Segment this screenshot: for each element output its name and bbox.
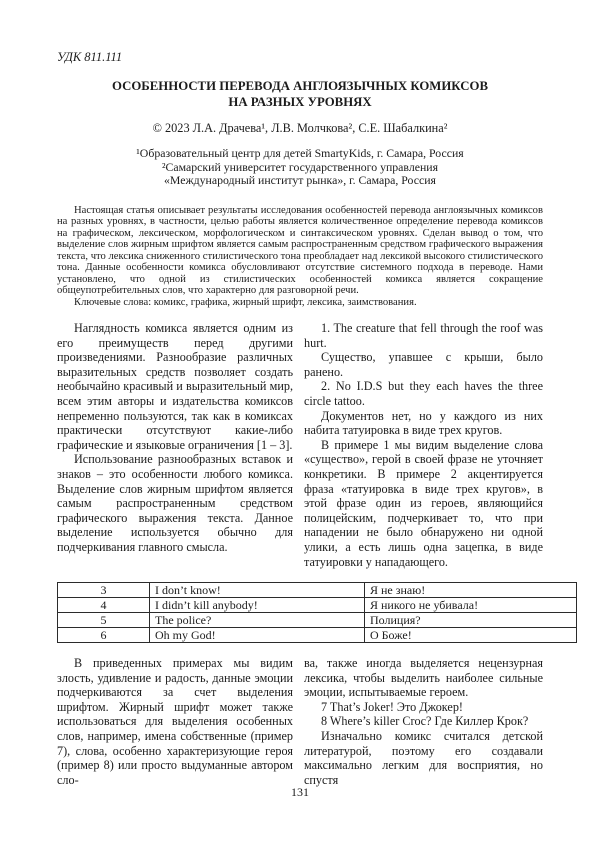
english-phrase-cell: The police? bbox=[150, 613, 365, 628]
example-7-line: 7 That’s Joker! Это Джокер! bbox=[321, 699, 463, 714]
paragraph-continuation: ва, также иногда выделяется нецензурная лексика, чтобы выделить наиболее сильные эмоции, испытываемые героем. bbox=[304, 656, 543, 700]
example-number-cell: 4 bbox=[58, 598, 150, 613]
abstract-text: Настоящая статья описывает результаты исследования особенностей перевода англоязычных комиксов на разных уровнях, в частности, целью работы является количественное определение перевода комиксов на графическом, лексическом, морфологическом и синтаксическом уровнях. Сделан вывод о том, что выделение слов жирным шрифтом является самым распространенным средством графического выражения текста, что лексика сниженного стилистического тона преобладает над лексикой высокого стилистического тона. Данные особенности комикса обусловливают отсутствие системного подхода в переводе. Нами установлено, что одной из стилистических особенностей комикса является сокращение общеупотребительных слов, что характерно для разговорной речи. bbox=[57, 204, 543, 296]
example-8-line: 8 Where’s killer Croc? Где Киллер Крок? bbox=[321, 714, 529, 729]
table-row bbox=[58, 628, 577, 643]
body-columns-bottom bbox=[57, 656, 543, 787]
body-columns-top bbox=[57, 321, 543, 569]
example-number-cell: 5 bbox=[58, 613, 150, 628]
page-number: 131 bbox=[291, 785, 309, 799]
paragraph: В примере 1 мы видим выделение слова «существо», герой в своей фразе не уточняет конкретики. В примере 2 акцентируется фраза «татуировка в виде трех кругов», в этой фразе один из героев, являющийся полицейским, подчеркивает то, что при нападении не было обнаружено ни одной улики, а есть лишь одна зацепка, в виде татуировки у нападающего. bbox=[304, 437, 543, 569]
table-row bbox=[58, 613, 577, 628]
russian-phrase-cell: О Боже! bbox=[365, 628, 577, 643]
paragraph: Наглядность комикса является одним из его преимуществ перед другими произведениями. Разнообразие различных выразительных средств позволяет создать необычайно красивый и выразительный мир, всем этим авторы и издательства комиксов непременно пользуются, так как в комиксах практически отсутствуют какие-либо графические и языковые ограничения [1 – 3]. bbox=[57, 321, 293, 452]
example-2-english: 2. No I.D.S but they each haves the three circle tattoo. bbox=[304, 379, 543, 408]
right-column-top bbox=[304, 321, 543, 569]
udc-number: УДК 811.111 bbox=[57, 50, 123, 64]
affiliations-block bbox=[57, 147, 543, 188]
article-title-line-2: НА РАЗНЫХ УРОВНЯХ bbox=[228, 95, 372, 109]
paragraph: Изначально комикс считался детской литературой, поэтому его создавали максимально легким для восприятия, но спустя bbox=[304, 729, 543, 787]
table-row bbox=[58, 583, 577, 598]
english-phrase-cell: Oh my God! bbox=[150, 628, 365, 643]
example-1-russian: Существо, упавшее с крыши, было ранено. bbox=[304, 350, 543, 379]
authors-line: © 2023 Л.А. Драчева¹, Л.В. Молчкова², С.Е. Шабалкина² bbox=[152, 121, 448, 135]
english-phrase-cell: I don’t know! bbox=[150, 583, 365, 598]
paragraph: Использование разнообразных вставок и знаков – это особенности любого комикса. Выделение слов жирным шрифтом является самым распространенным средством графического выражения текста. Данное выделение используется обычно для подчеркивания главного смысла. bbox=[57, 452, 293, 554]
right-column-bottom bbox=[304, 656, 543, 787]
russian-phrase-cell: Я никого не убивала! bbox=[365, 598, 577, 613]
article-title bbox=[57, 78, 543, 110]
russian-phrase-cell: Полиция? bbox=[365, 613, 577, 628]
example-number-cell: 6 bbox=[58, 628, 150, 643]
left-column-top bbox=[57, 321, 293, 569]
example-1-english: 1. The creature that fell through the roof was hurt. bbox=[304, 321, 543, 350]
article-title-line-1: ОСОБЕННОСТИ ПЕРЕВОДА АНГЛОЯЗЫЧНЫХ КОМИКСОВ bbox=[112, 79, 488, 93]
affiliation-2-continued: «Международный институт рынка», г. Самара, Россия bbox=[164, 173, 436, 187]
paragraph: В приведенных примерах мы видим злость, удивление и радость, данные эмоции подчеркиваются за счет выделения шрифтом. Жирный шрифт может также использоваться для выделения особенных слов, например, имена собственные (пример 7), слова, особенно характеризующие героя (пример 8) или просто выдуманные автором сло- bbox=[57, 656, 293, 787]
example-2-russian: Документов нет, но у каждого из них набита татуировка в виде трех кругов. bbox=[304, 408, 543, 438]
left-column-bottom bbox=[57, 656, 293, 787]
affiliation-1: ¹Образовательный центр для детей SmartyKids, г. Самара, Россия bbox=[136, 146, 464, 160]
example-number-cell: 3 bbox=[58, 583, 150, 598]
examples-table bbox=[57, 582, 577, 643]
affiliation-2: ²Самарский университет государственного управления bbox=[162, 159, 438, 174]
keywords-line: Ключевые слова: комикс, графика, жирный шрифт, лексика, заимствования. bbox=[74, 296, 417, 308]
table-row bbox=[58, 598, 577, 613]
english-phrase-cell: I didn’t kill anybody! bbox=[150, 598, 365, 613]
russian-phrase-cell: Я не знаю! bbox=[365, 583, 577, 598]
